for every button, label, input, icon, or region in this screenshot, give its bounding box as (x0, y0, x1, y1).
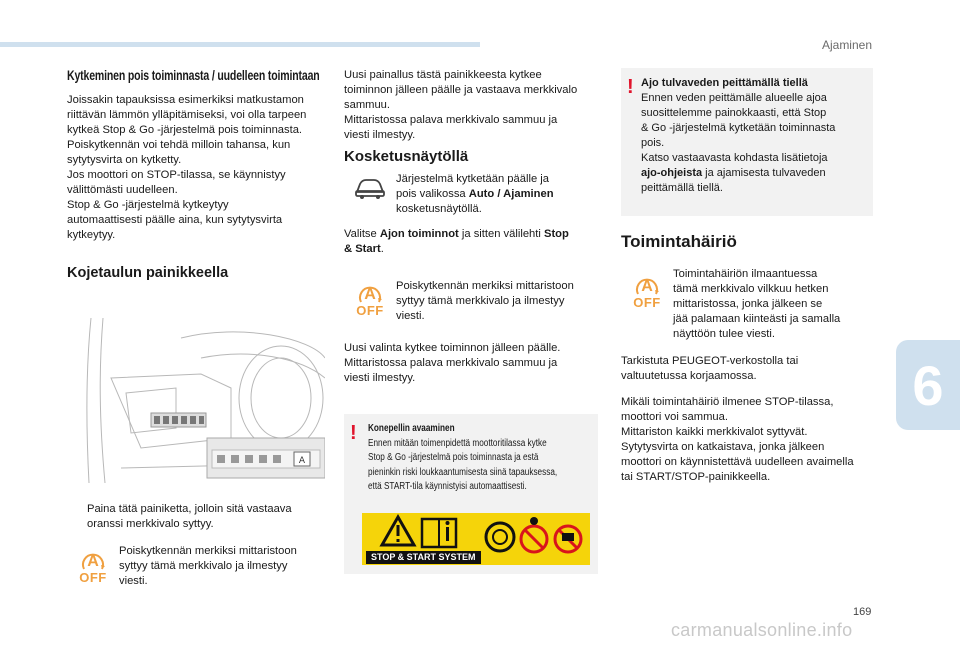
text-line: Poiskytkennän voi tehdä milloin tahansa, kun (67, 139, 291, 151)
flood-warning-note (621, 68, 873, 216)
text-line: viesti. (119, 575, 148, 587)
text-line: moottori voi sammua. (621, 411, 728, 423)
text-line: moottori on käynnistettävä uudelleen avaimella (621, 456, 854, 468)
text-line: tämä merkkivalo vilkkuu hetken (673, 283, 829, 295)
text-line: pois. (641, 137, 665, 149)
header-bar (0, 42, 480, 47)
text-line: kosketusnäytöllä. (396, 203, 482, 215)
text-line: Mikäli toimintahäiriö ilmenee STOP-tilassa, (621, 396, 834, 408)
text-line: Uusi painallus tästä painikkeesta kytkee (344, 69, 542, 81)
note-title: Ajo tulvaveden peittämällä tiellä (641, 77, 808, 89)
text-line: riittävän lämmön ylläpitämiseksi, voi olla tarpeen (67, 109, 307, 121)
text-line: Stop & Go -järjestelmä kytkeytyy (67, 199, 229, 211)
note-title: Konepellin avaaminen (368, 423, 455, 434)
text-line: Joissakin tapauksissa esimerkiksi matkustamon (67, 94, 304, 106)
section-title: Ajaminen (821, 38, 872, 52)
text-span: pois valikossa (396, 188, 469, 200)
text-span: . (380, 243, 384, 255)
bullet-icon (67, 502, 87, 532)
text-line: tai START/STOP-painikkeella. (621, 471, 771, 483)
text-line: Stop & Go -järjestelmä pois toiminnasta ja estä (368, 452, 539, 463)
menu-ajaminen: Ajaminen (503, 188, 554, 200)
indicator-row-2 (344, 279, 600, 324)
text-line: & Go -järjestelmä kytketään toiminnasta (641, 122, 836, 134)
text-line: kytkeytyy. (67, 229, 116, 241)
text-span: ja ajamisesta tulvaveden (702, 167, 826, 179)
stop-start-sticker (362, 513, 590, 565)
text-line: Mittaristossa palava merkkivalo sammuu ja (344, 357, 558, 369)
menu-auto: Auto (468, 188, 495, 200)
text-line: Sytytysvirta on katkaistava, jonka jälkeen (621, 441, 825, 453)
menu-ajon-toiminnot: Ajon toiminnot (379, 228, 459, 240)
menu-separator: / (494, 188, 504, 200)
text-line: valtuutetussa korjaamossa. (621, 370, 757, 382)
indicator-row (67, 544, 325, 589)
text-line: jää palamaan kiinteästi ja samalla (673, 313, 841, 325)
text-line: Paina tätä painiketta, jolloin sitä vastaava (87, 503, 292, 515)
text-line: Toimintahäiriön ilmaantuessa (673, 268, 818, 280)
text-line: oranssi merkkivalo syttyy. (87, 518, 214, 530)
text-line: viesti ilmestyy. (344, 129, 416, 141)
malfunction-indicator-row (621, 267, 875, 342)
text-line: automaattisesti päälle aina, kun sytytysvirta (67, 214, 283, 226)
heading-touchscreen: Kosketusnäytöllä (344, 148, 469, 165)
text-span: ja sitten välilehti (458, 228, 544, 240)
text-line: Mittaristossa palava merkkivalo sammuu ja (344, 114, 558, 126)
check-paragraph (621, 354, 875, 384)
text-line: Poiskytkennän merkiksi mittaristoon (119, 545, 297, 557)
auto-off-indicator-icon (79, 552, 107, 584)
text-line: toiminnon jälleen päälle ja vastaava merkkivalo (344, 84, 578, 96)
auto-off-indicator-icon (633, 277, 661, 309)
text-line: syttyy tämä merkkivalo ja ilmestyy (396, 295, 565, 307)
text-line: Mittariston kaikki merkkivalot syttyvät. (621, 426, 808, 438)
dashboard-illustration (81, 318, 325, 483)
text-line: Järjestelmä kytketään päälle ja (396, 173, 549, 185)
column-2 (344, 68, 600, 386)
watermark: carmanualsonline.info (671, 620, 853, 640)
indicator-off-text: OFF (633, 295, 661, 310)
text-line: näyttöön tulee viesti. (673, 328, 775, 340)
touchscreen-row (344, 172, 600, 217)
stop-start-label: STOP & START SYSTEM (366, 551, 481, 564)
text-line: että START-tila käynnistyisi automaattisesti. (368, 481, 527, 492)
select-instruction (344, 227, 600, 257)
intro-paragraph (67, 93, 325, 243)
page-number: 169 (853, 606, 872, 618)
auto-off-indicator-icon (356, 285, 384, 317)
indicator-off-text: OFF (356, 303, 384, 318)
indicator-letter: A (641, 278, 653, 295)
text-line: mittaristossa, jonka jälkeen se (673, 298, 823, 310)
text-line: syttyy tämä merkkivalo ja ilmestyy (119, 560, 288, 572)
text-line: Ennen veden peittämälle alueelle ajoa (641, 92, 827, 104)
text-line: viesti ilmestyy. (344, 372, 416, 384)
warning-icon: ! (627, 76, 634, 98)
text-line: viesti. (396, 310, 425, 322)
after-paragraph (344, 341, 600, 386)
reenable-paragraph (344, 68, 600, 143)
indicator-letter: A (87, 553, 99, 570)
heading-malfunction: Toimintahäiriö (621, 232, 737, 251)
text-line: välittömästi uudelleen. (67, 184, 178, 196)
stop-mode-paragraph (621, 395, 875, 485)
text-line: pieninkin riski loukkaantumisesta siinä tapauksessa, (368, 466, 558, 478)
text-line: peittämällä tiellä. (641, 182, 723, 194)
heading-disable-enable: Kytkeminen pois toiminnasta / uudelleen toimintaan (67, 68, 320, 83)
car-menu-icon (352, 172, 388, 202)
text-line: Uusi valinta kytkee toiminnon jälleen päälle. (344, 342, 561, 354)
text-line: Katso vastaavasta kohdasta lisätietoja (641, 152, 828, 164)
text-line: sytytysvirta on kytketty. (67, 154, 182, 166)
text-line: Jos moottori on STOP-tilassa, se käynnistyy (67, 169, 286, 181)
text-line: Tarkistuta PEUGEOT-verkostolla tai (621, 355, 799, 367)
warning-icon: ! (350, 422, 357, 444)
text-line: Poiskytkennän merkiksi mittaristoon (396, 280, 574, 292)
chapter-tab: 6 (896, 340, 960, 430)
text-span: Valitse (344, 228, 380, 240)
text-line: Ennen mitään toimenpidettä moottoritilassa kytke (368, 437, 547, 449)
link-driving-advice: ajo-ohjeista (641, 167, 703, 179)
column-1 (67, 68, 325, 281)
tab-stop: Stop (543, 228, 569, 240)
column-3 (621, 234, 875, 485)
heading-dashboard-button: Kojetaulun painikkeella (67, 265, 229, 281)
text-line: suosittelemme painokkaasti, että Stop (641, 107, 827, 119)
button-instruction (67, 502, 325, 589)
tab-start: & Start (344, 243, 381, 255)
text-line (641, 166, 867, 181)
text-line: sammuu. (344, 99, 391, 111)
svg-text:A: A (298, 456, 306, 466)
text-line: kytkeä Stop & Go -järjestelmä pois toiminnasta. (67, 124, 303, 136)
indicator-letter: A (364, 286, 376, 303)
text-line (396, 187, 554, 202)
indicator-off-text: OFF (79, 570, 107, 585)
